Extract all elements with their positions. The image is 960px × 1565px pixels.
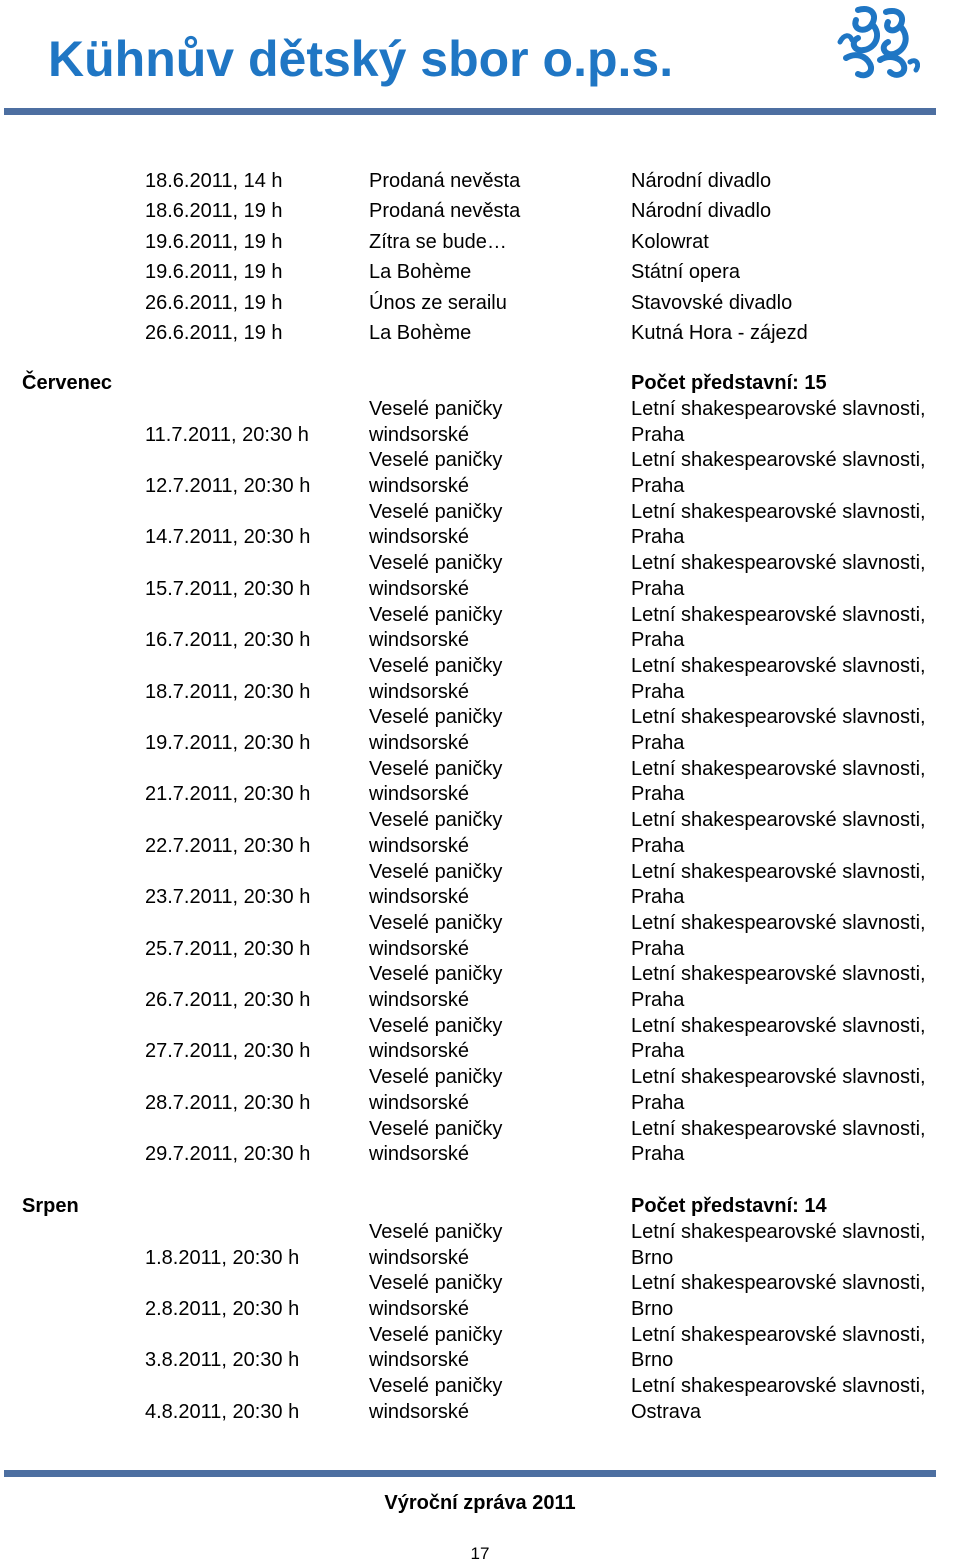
performance-title-line: windsorské [369,988,470,1011]
performance-row [0,757,960,808]
performance-date: 18.7.2011, 20:30 h [145,680,311,703]
performance-venue-line: Praha [631,834,685,857]
performance-date: 12.7.2011, 20:30 h [145,474,311,497]
performance-title [369,1271,502,1322]
performance-venue-line: Letní shakespearovské slavnosti, [631,912,926,934]
performance-count: Počet představní: 14 [631,1195,827,1217]
month-heading [0,370,960,396]
performance-venue-line: Praha [631,886,685,909]
performance-title-line: windsorské [369,577,470,600]
performance-row [0,603,960,654]
performance-date: 14.7.2011, 20:30 h [145,526,311,549]
performance-venue [631,705,926,756]
performance-title-line: windsorské [369,1400,470,1423]
performance-title-line: windsorské [369,937,470,960]
performance-title-line: windsorské [369,1297,470,1320]
performance-title-line: Veselé paničky [369,706,503,729]
performance-title [369,860,502,911]
performance-venue-line: Praha [631,1143,685,1166]
performance-venue-line: Letní shakespearovské slavnosti, [631,1272,926,1295]
performance-date: 26.6.2011, 19 h [145,291,283,314]
performance-title [369,500,502,551]
performance-date: 28.7.2011, 20:30 h [145,1091,311,1114]
page-title: Kühnův dětský sbor o.p.s. [48,31,674,87]
performance-venue-line: Brno [631,1349,674,1372]
performance-title-line: windsorské [369,526,470,549]
performance-venue-line: Letní shakespearovské slavnosti, [631,706,926,729]
performance-title-line: windsorské [369,629,470,652]
performance-title-line: windsorské [369,886,470,909]
performance-venue [631,551,926,602]
performance-title: Prodaná nevěsta [369,200,521,223]
performance-title-line: Veselé paničky [369,1323,503,1346]
performance-venue [631,860,926,911]
performance-venue-line: Praha [631,1091,685,1114]
performance-title-line: Veselé paničky [369,1066,503,1089]
performance-title-line: windsorské [369,834,470,857]
performance-row [0,448,960,499]
month-name: Srpen [22,1195,79,1217]
performance-venue-line: Letní shakespearovské slavnosti, [631,449,926,472]
performance-date: 21.7.2011, 20:30 h [145,783,311,806]
performance-venue [631,1374,926,1425]
performance-venue-line: Praha [631,629,685,652]
performance-row [0,860,960,911]
performance-venue-line: Brno [631,1297,674,1320]
performance-title [369,808,502,859]
performance-venue-line: Praha [631,937,685,960]
performance-row [0,1323,960,1374]
footer-report-title: Výroční zpráva 2011 [384,1492,576,1514]
performance-title-line: windsorské [369,1143,470,1166]
performance-venue: Národní divadlo [631,170,772,192]
performance-venue-line: Praha [631,577,685,600]
performance-row [0,397,960,448]
performance-date: 2.8.2011, 20:30 h [145,1297,300,1320]
performance-title [369,603,502,654]
performance-title-line: Veselé paničky [369,500,503,523]
performance-venue [631,808,926,859]
performance-venue: Stavovské divadlo [631,291,793,314]
performance-venue-line: Letní shakespearovské slavnosti, [631,963,926,986]
performance-date: 18.6.2011, 14 h [145,170,283,192]
performance-venue [631,1220,926,1271]
page-number: 17 [470,1544,490,1563]
performance-title-line: windsorské [369,731,470,754]
performance-title [369,962,502,1013]
performance-title-line: Veselé paničky [369,603,503,626]
performance-date: 19.6.2011, 19 h [145,261,283,284]
performance-venue-line: Letní shakespearovské slavnosti, [631,757,926,780]
performance-venue-line: Letní shakespearovské slavnosti, [631,1117,926,1140]
performance-date: 19.6.2011, 19 h [145,230,283,253]
performance-title [369,448,502,499]
performance-date: 19.7.2011, 20:30 h [145,731,311,754]
performance-date: 18.6.2011, 19 h [145,200,283,223]
performance-title-line: Veselé paničky [369,552,503,575]
month-heading [0,1193,960,1219]
performance-venue [631,397,926,448]
performance-venue [631,500,926,551]
performance-venue-line: Letní shakespearovské slavnosti, [631,398,926,420]
performance-title-line: Veselé paničky [369,655,503,677]
performance-title-line: Veselé paničky [369,1272,503,1295]
performance-venue-line: Praha [631,474,685,497]
performance-row [0,289,960,319]
performance-date: 29.7.2011, 20:30 h [145,1143,311,1166]
performance-date: 11.7.2011, 20:30 h [145,423,309,446]
performance-title: Prodaná nevěsta [369,170,521,192]
performance-title-line: Veselé paničky [369,398,503,420]
performance-venue: Kolowrat [631,230,709,253]
performance-count: Počet představní: 15 [631,372,827,394]
performance-row [0,654,960,705]
performance-date: 26.7.2011, 20:30 h [145,988,311,1011]
performance-title-line: Veselé paničky [369,757,503,780]
performance-title-line: Veselé paničky [369,912,503,934]
performance-title [369,1065,502,1116]
performance-title [369,1374,502,1425]
header-rule [4,108,936,115]
performance-row [0,500,960,551]
performance-row [0,1117,960,1168]
performance-date: 15.7.2011, 20:30 h [145,577,311,600]
performance-row [0,705,960,756]
performance-venue-line: Praha [631,783,685,806]
performance-venue [631,603,926,654]
performance-venue-line: Letní shakespearovské slavnosti, [631,655,926,677]
performance-title-line: Veselé paničky [369,1117,503,1140]
performance-row [0,228,960,258]
performance-title: Únos ze serailu [369,291,507,314]
performance-title [369,1014,502,1065]
performance-venue-line: Letní shakespearovské slavnosti, [631,500,926,523]
performance-venue-line: Letní shakespearovské slavnosti, [631,860,926,883]
performance-row [0,1374,960,1425]
performance-title [369,1220,502,1271]
performance-venue-line: Letní shakespearovské slavnosti, [631,1323,926,1346]
performance-date: 23.7.2011, 20:30 h [145,886,311,909]
performance-venue-line: Ostrava [631,1400,702,1423]
month-name: Červenec [22,372,113,394]
performance-venue-line: Brno [631,1246,674,1269]
performance-date: 22.7.2011, 20:30 h [145,834,311,857]
performance-venue-line: Letní shakespearovské slavnosti, [631,1014,926,1037]
performance-date: 4.8.2011, 20:30 h [145,1400,300,1423]
performance-title-line: windsorské [369,1091,470,1114]
performance-title-line: windsorské [369,423,470,446]
performance-venue-line: Letní shakespearovské slavnosti, [631,1375,926,1398]
performance-row [0,197,960,227]
performance-title-line: windsorské [369,783,470,806]
performance-row [0,1065,960,1116]
performance-title: La Bohème [369,322,472,344]
performance-venue-line: Praha [631,680,685,703]
performance-venue [631,911,926,962]
performance-venue-line: Letní shakespearovské slavnosti, [631,809,926,832]
performance-venue-line: Praha [631,731,685,754]
performance-row [0,1271,960,1322]
performance-row [0,911,960,962]
performance-date: 25.7.2011, 20:30 h [145,937,311,960]
performance-row [0,258,960,288]
performance-title [369,757,502,808]
performance-title [369,397,502,448]
performance-title [369,705,502,756]
performance-title [369,1117,502,1168]
performance-row [0,319,960,349]
performance-title-line: Veselé paničky [369,860,503,883]
performance-venue-line: Praha [631,526,685,549]
performance-date: 1.8.2011, 20:30 h [145,1246,300,1269]
performance-title-line: windsorské [369,1040,470,1063]
performance-row [0,551,960,602]
performance-venue-line: Letní shakespearovské slavnosti, [631,603,926,626]
performance-venue [631,654,926,705]
performance-venue-line: Praha [631,423,685,446]
performance-venue [631,757,926,808]
performance-title-line: windsorské [369,1349,470,1372]
performance-date: 16.7.2011, 20:30 h [145,629,311,652]
music-note-ornament-logo-icon [836,4,920,80]
performance-venue: Kutná Hora - zájezd [631,322,808,344]
performance-title [369,1323,502,1374]
performance-venue [631,962,926,1013]
performance-date: 3.8.2011, 20:30 h [145,1349,300,1372]
performance-title [369,911,502,962]
performance-venue-line: Letní shakespearovské slavnosti, [631,1066,926,1089]
performance-venue [631,1323,926,1374]
performance-title-line: windsorské [369,474,470,497]
performance-row [0,962,960,1013]
performance-title-line: windsorské [369,680,470,703]
performance-title [369,654,502,705]
performance-venue-line: Letní shakespearovské slavnosti, [631,1221,926,1243]
performance-venue-line: Praha [631,1040,685,1063]
performance-venue [631,1014,926,1065]
performance-title-line: Veselé paničky [369,1014,503,1037]
performance-title-line: Veselé paničky [369,963,503,986]
performance-venue [631,1065,926,1116]
performance-venue: Národní divadlo [631,200,772,223]
performance-venue-line: Praha [631,988,685,1011]
performance-title-line: Veselé paničky [369,1375,503,1398]
performance-title: Zítra se bude… [369,230,507,253]
performance-venue [631,1117,926,1168]
performance-title-line: windsorské [369,1246,470,1269]
performance-title-line: Veselé paničky [369,809,503,832]
performance-date: 26.6.2011, 19 h [145,322,283,344]
performance-venue [631,1271,926,1322]
performance-title-line: Veselé paničky [369,449,503,472]
performance-venue-line: Letní shakespearovské slavnosti, [631,552,926,575]
performance-row [0,1220,960,1271]
performance-date: 27.7.2011, 20:30 h [145,1040,311,1063]
performance-title [369,551,502,602]
performance-row [0,167,960,197]
performance-venue [631,448,926,499]
performance-venue: Státní opera [631,261,740,284]
footer-rule [4,1470,936,1477]
performance-row [0,1014,960,1065]
performance-title: La Bohème [369,261,472,284]
performance-row [0,808,960,859]
performance-title-line: Veselé paničky [369,1221,503,1243]
